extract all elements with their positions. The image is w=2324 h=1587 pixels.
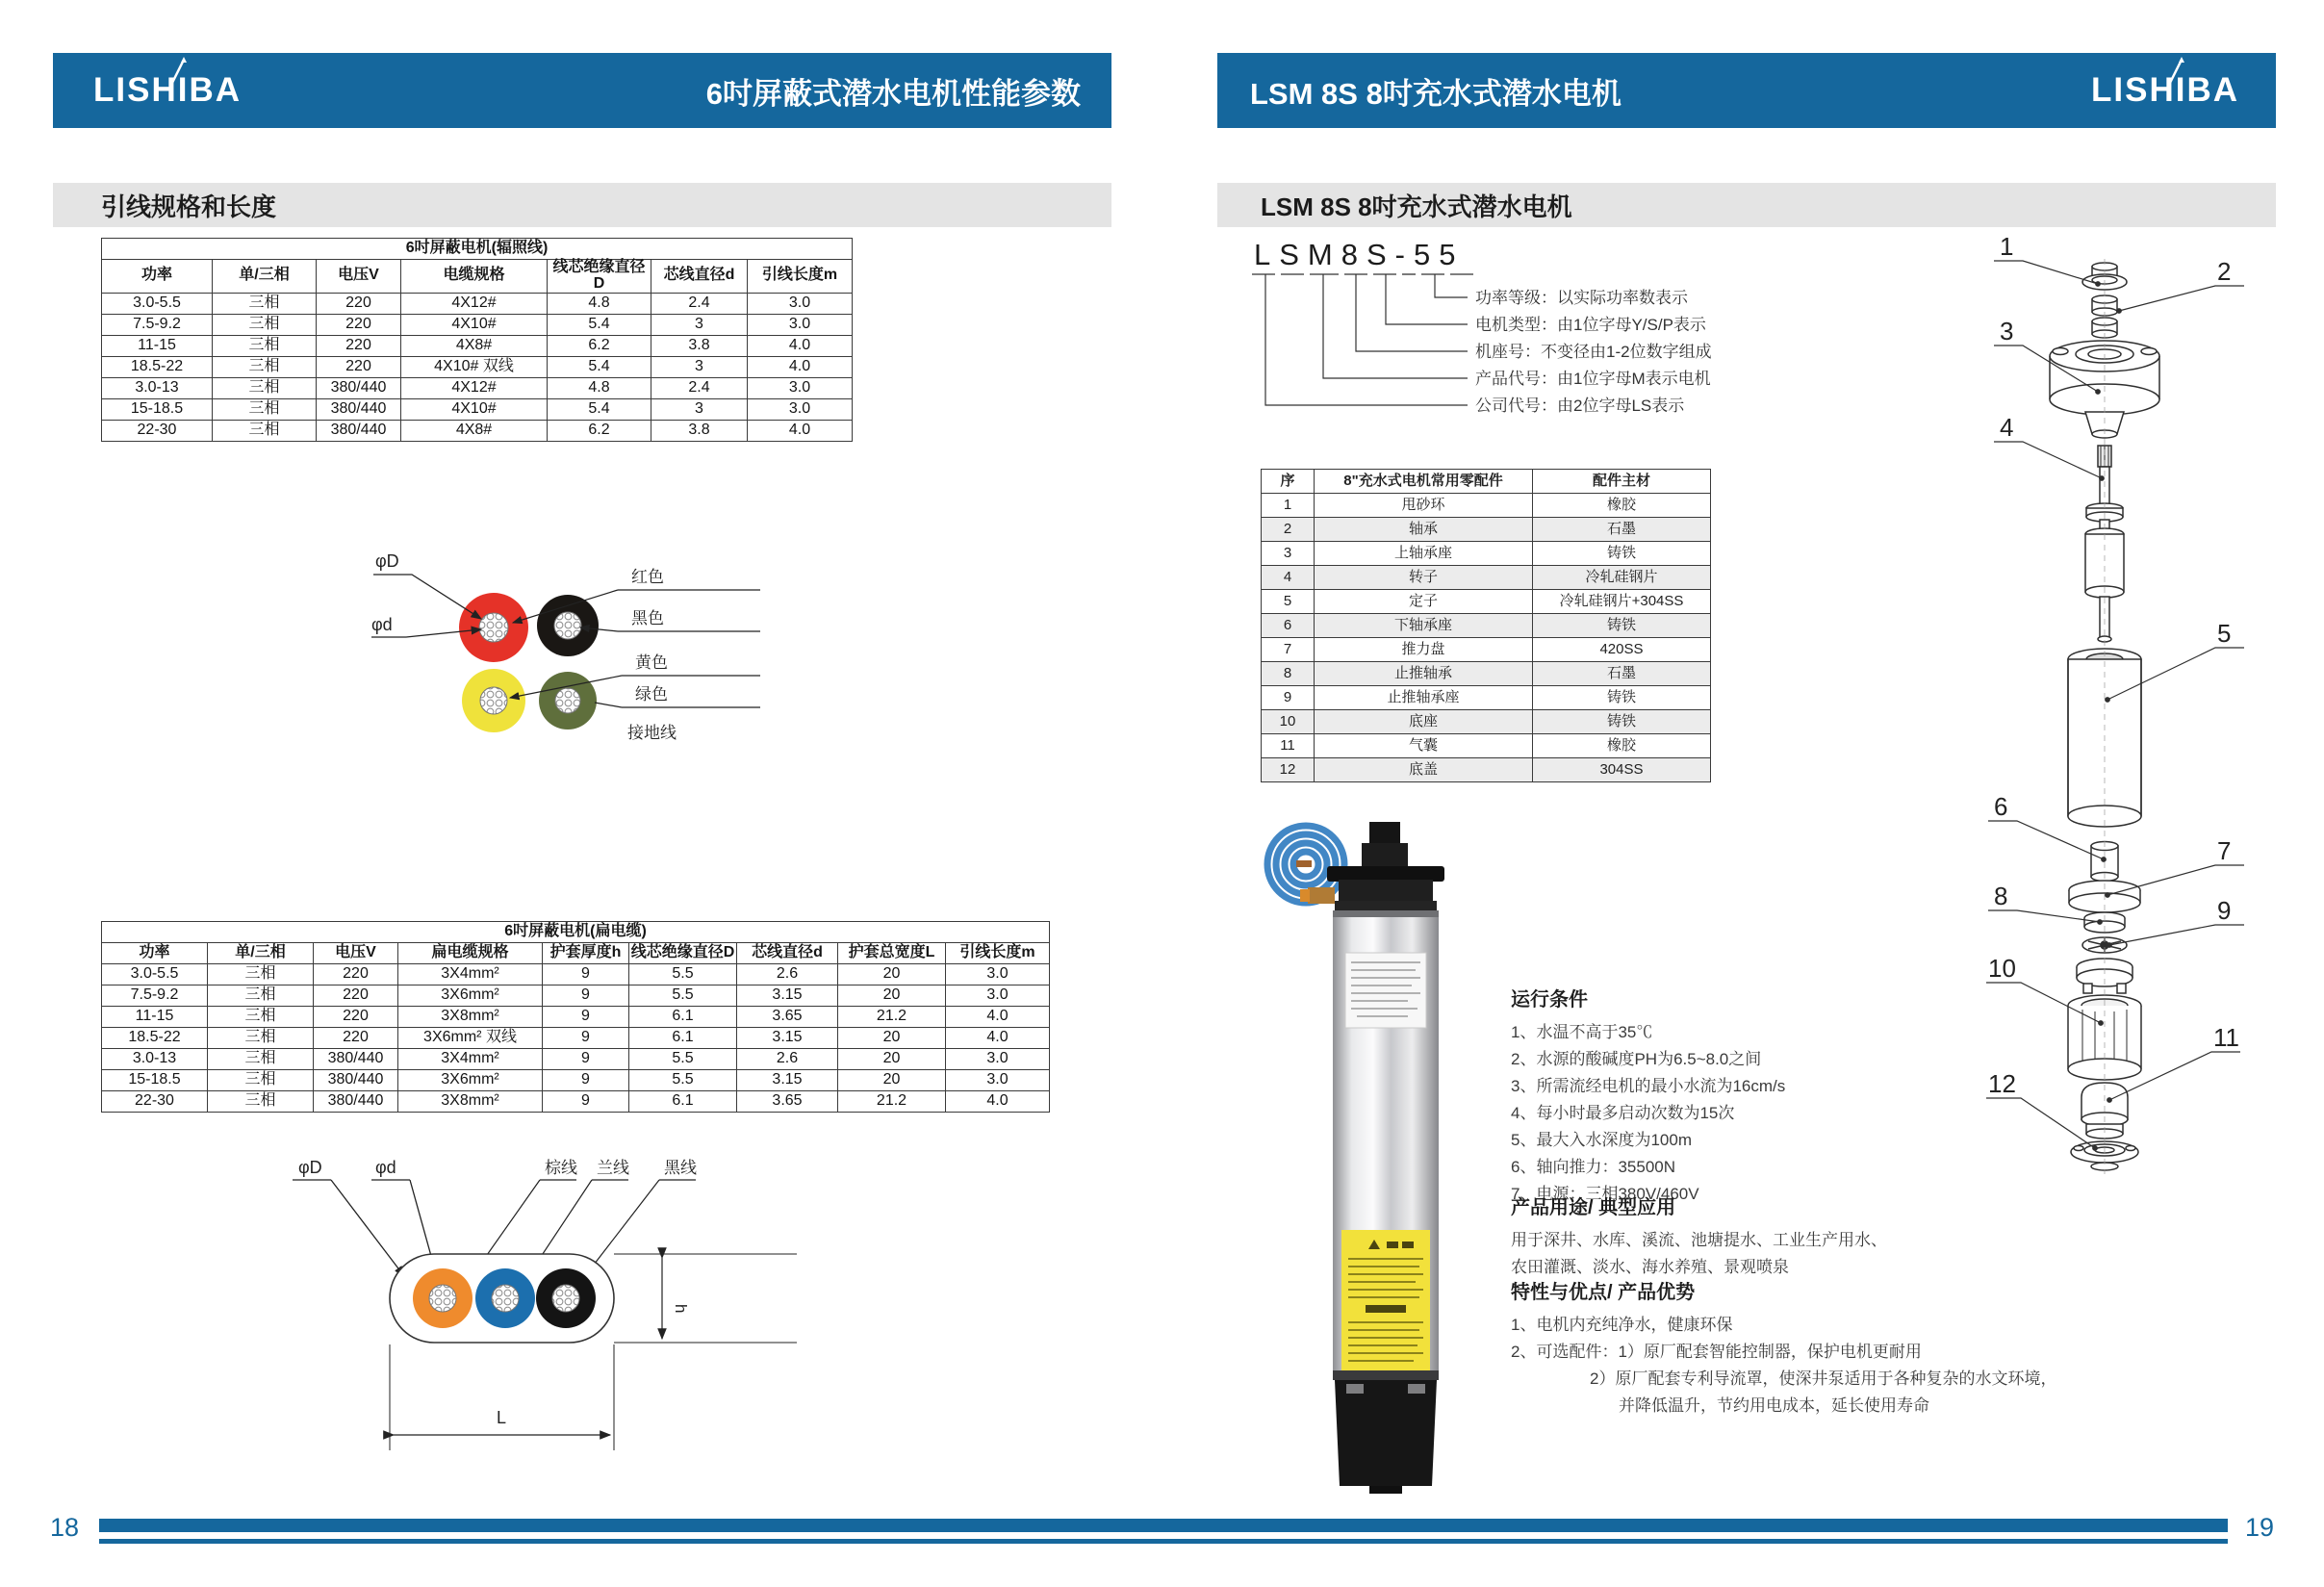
right-section-bar (1217, 183, 2276, 227)
table-cell: 380/440 (314, 1091, 398, 1113)
table-cell: 220 (314, 985, 398, 1007)
table-cell: 18.5-22 (102, 356, 213, 377)
flat-cable-table (101, 921, 1050, 1113)
table-cell: 3X6mm² (398, 985, 543, 1007)
table-cell: 3.0 (748, 398, 853, 420)
right-page-number: 19 (2245, 1513, 2275, 1542)
table-cell: 21.2 (838, 1091, 946, 1113)
table-cell: 380/440 (317, 420, 401, 441)
brand-logo (2091, 71, 2239, 110)
table-row (1262, 590, 1711, 614)
black-wire-label: 黑色 (631, 609, 664, 627)
table-cell: 7.5-9.2 (102, 985, 208, 1007)
table-row (1262, 662, 1711, 686)
ground-wire-label: 接地线 (627, 724, 677, 742)
table-cell: 定子 (1315, 590, 1533, 614)
callout-number: 1 (2000, 232, 2014, 261)
table-cell: 3.0 (748, 377, 853, 398)
table-cell: 三相 (208, 1049, 314, 1070)
table-cell: 三相 (213, 420, 317, 441)
list-item: 2、水源的酸碱度PH为6.5~8.0之间 (1511, 1050, 1762, 1068)
parts-table (1261, 469, 1711, 782)
table-cell: 4 (1262, 566, 1315, 590)
table-cell: 220 (317, 293, 401, 314)
yellow-wire-label: 黄色 (635, 653, 668, 672)
table-cell: 4.0 (946, 1091, 1050, 1113)
table-cell: 21.2 (838, 1007, 946, 1028)
table-title: 6吋屏蔽电机(辐照线) (102, 239, 853, 260)
callout-number: 5 (2217, 619, 2232, 648)
spec-label (1345, 953, 1426, 1028)
table-cell: 4X12# (401, 293, 548, 314)
list-item: 1、电机内充纯净水，健康环保 (1511, 1316, 1733, 1334)
callout-number: 6 (1994, 792, 2008, 821)
table-cell: 2.6 (737, 964, 838, 985)
table-cell: 3.0-13 (102, 377, 213, 398)
table-cell: 下轴承座 (1315, 614, 1533, 638)
table-cell: 推力盘 (1315, 638, 1533, 662)
green-wire (539, 672, 597, 730)
left-page-number: 18 (50, 1513, 80, 1542)
table-cell: 冷轧硅钢片+304SS (1533, 590, 1711, 614)
right-page-header (1217, 53, 2276, 128)
table-cell: 3X8mm² (398, 1091, 543, 1113)
radial-cable-table (101, 238, 853, 442)
table-cell: 4.0 (748, 335, 853, 356)
left-page-header (53, 53, 1111, 128)
table-row (102, 1028, 1050, 1049)
column-header: 线芯绝缘直径D (629, 943, 737, 964)
table-cell: 220 (317, 314, 401, 335)
table-cell: 2.6 (737, 1049, 838, 1070)
table-cell: 3X6mm² (398, 1070, 543, 1091)
table-cell: 220 (314, 1007, 398, 1028)
model-code-diagram (1246, 236, 1872, 428)
table-cell: 4.8 (548, 293, 651, 314)
table-cell: 9 (543, 1028, 629, 1049)
table-cell: 9 (543, 1007, 629, 1028)
table-cell: 22-30 (102, 420, 213, 441)
table-cell: 三相 (213, 293, 317, 314)
block-title: 运行条件 (1511, 989, 1588, 1011)
column-header: 单/三相 (213, 260, 317, 294)
block-title: 产品用途/ 典型应用 (1511, 1197, 1676, 1218)
table-row (102, 314, 853, 335)
table-cell: 6 (1262, 614, 1315, 638)
table-cell: 3.0-5.5 (102, 293, 213, 314)
table-title-row (102, 239, 853, 260)
blue-wire-label: 兰线 (597, 1159, 629, 1177)
table-cell: 20 (838, 1070, 946, 1091)
table-cell: 2.4 (651, 377, 748, 398)
table-cell: 铸铁 (1533, 542, 1711, 566)
table-cell: 380/440 (317, 377, 401, 398)
column-header: 序 (1262, 470, 1315, 494)
table-row (102, 335, 853, 356)
callout-number: 10 (1988, 954, 2016, 983)
table-cell: 三相 (208, 1028, 314, 1049)
table-row (1262, 638, 1711, 662)
table-cell: 15-18.5 (102, 398, 213, 420)
table-cell: 3X8mm² (398, 1007, 543, 1028)
brown-wire-label: 棕线 (545, 1159, 577, 1177)
callout-number: 11 (2213, 1023, 2239, 1052)
table-cell: 4X10# 双线 (401, 356, 548, 377)
dim-h-label: h (672, 1304, 690, 1314)
list-item: 7、电源：三相380V/460V (1511, 1185, 1699, 1203)
table-header-row (102, 943, 1050, 964)
table-title: 6吋屏蔽电机(扁电缆) (102, 922, 1050, 943)
table-cell: 三相 (213, 377, 317, 398)
table-cell: 冷轧硅钢片 (1533, 566, 1711, 590)
left-header-title: 6吋屏蔽式潜水电机性能参数 (705, 76, 1081, 111)
callout-number: 3 (2000, 317, 2014, 346)
footer-bar-thick (99, 1519, 2228, 1532)
brand-logo-text: LISHIBA (93, 71, 242, 109)
table-cell: 3.15 (737, 1070, 838, 1091)
table-cell: 7 (1262, 638, 1315, 662)
table-cell: 3.8 (651, 420, 748, 441)
table-title-row (102, 922, 1050, 943)
table-cell: 底盖 (1315, 758, 1533, 782)
column-header: 单/三相 (208, 943, 314, 964)
table-cell: 18.5-22 (102, 1028, 208, 1049)
table-cell: 20 (838, 1049, 946, 1070)
table-row (1262, 494, 1711, 518)
list-item: 用于深井、水库、溪流、池塘提水、工业生产用水、 (1511, 1231, 1887, 1249)
code-explanation: 功率等级：以实际功率数表示 (1475, 289, 1688, 307)
table-cell: 3X4mm² (398, 1049, 543, 1070)
callout-number: 9 (2217, 896, 2232, 925)
table-cell: 3X4mm² (398, 964, 543, 985)
code-explanation: 公司代号：由2位字母LS表示 (1475, 397, 1685, 415)
list-item: 5、最大入水深度为100m (1511, 1131, 1692, 1149)
rocket-icon (2162, 56, 2191, 89)
dim-L-label: L (497, 1408, 507, 1427)
list-item: 2）原厂配套专利导流罩，使深井泵适用于各种复杂的水文环境， (1590, 1369, 2057, 1388)
table-cell: 4.8 (548, 377, 651, 398)
table-cell: 4X12# (401, 377, 548, 398)
table-cell: 380/440 (314, 1049, 398, 1070)
table-cell: 9 (543, 1070, 629, 1091)
table-cell: 3.0 (946, 985, 1050, 1007)
phi-d-label: φd (371, 615, 393, 634)
table-row (102, 398, 853, 420)
table-cell: 6.2 (548, 335, 651, 356)
table-row (1262, 686, 1711, 710)
table-cell: 三相 (208, 985, 314, 1007)
table-cell: 3 (651, 314, 748, 335)
table-cell: 甩砂环 (1315, 494, 1533, 518)
table-cell: 3.0 (946, 1049, 1050, 1070)
table-cell: 6.2 (548, 420, 651, 441)
column-header: 芯线直径d (651, 260, 748, 294)
table-cell: 5.5 (629, 1049, 737, 1070)
table-cell: 10 (1262, 710, 1315, 734)
table-cell: 3.15 (737, 985, 838, 1007)
yellow-wire (462, 669, 525, 732)
left-section-bar (53, 183, 1111, 227)
table-cell: 15-18.5 (102, 1070, 208, 1091)
table-cell: 380/440 (317, 398, 401, 420)
red-wire (459, 593, 528, 662)
column-header: 电缆规格 (401, 260, 548, 294)
table-cell: 气囊 (1315, 734, 1533, 758)
table-cell: 4.0 (748, 420, 853, 441)
column-header: 扁电缆规格 (398, 943, 543, 964)
list-item: 6、轴向推力：35500N (1511, 1158, 1676, 1176)
table-row (1262, 566, 1711, 590)
callout-number: 8 (1994, 882, 2008, 910)
table-cell: 220 (317, 335, 401, 356)
table-cell: 转子 (1315, 566, 1533, 590)
table-cell: 3X6mm² 双线 (398, 1028, 543, 1049)
table-cell: 5.5 (629, 1070, 737, 1091)
left-section-title: 引线规格和长度 (101, 192, 277, 221)
table-cell: 5.4 (548, 356, 651, 377)
phi-D-label: φD (298, 1158, 322, 1177)
black-core (536, 1268, 596, 1328)
table-cell: 橡胶 (1533, 494, 1711, 518)
table-cell: 5.5 (629, 985, 737, 1007)
table-row (1262, 518, 1711, 542)
table-cell: 3.0 (946, 1070, 1050, 1091)
table-cell: 5 (1262, 590, 1315, 614)
table-row (102, 1070, 1050, 1091)
table-cell: 11 (1262, 734, 1315, 758)
table-row (102, 293, 853, 314)
table-row (1262, 614, 1711, 638)
table-cell: 22-30 (102, 1091, 208, 1113)
table-row (102, 1091, 1050, 1113)
table-row (1262, 758, 1711, 782)
flat-cable-diagram (269, 1150, 808, 1458)
right-header-title: LSM 8S 8吋充水式潜水电机 (1250, 76, 1622, 111)
table-cell: 420SS (1533, 638, 1711, 662)
black-wire-label: 黑线 (664, 1159, 697, 1177)
column-header: 护套厚度h (543, 943, 629, 964)
table-cell: 11-15 (102, 335, 213, 356)
table-cell: 4.0 (946, 1007, 1050, 1028)
callout-number: 2 (2217, 257, 2232, 286)
table-cell: 止推轴承座 (1315, 686, 1533, 710)
table-row (102, 985, 1050, 1007)
exploded-view-diagram (1944, 226, 2319, 1203)
table-cell: 3.65 (737, 1007, 838, 1028)
column-header: 引线长度m (946, 943, 1050, 964)
brown-core (413, 1268, 472, 1328)
table-cell: 6.1 (629, 1091, 737, 1113)
black-wire (537, 595, 599, 656)
table-row (102, 964, 1050, 985)
table-cell: 20 (838, 964, 946, 985)
table-cell: 三相 (213, 356, 317, 377)
table-cell: 3.0-13 (102, 1049, 208, 1070)
table-cell: 4.0 (946, 1028, 1050, 1049)
column-header: 芯线直径d (737, 943, 838, 964)
column-header: 线芯绝缘直径D (548, 260, 651, 294)
applications-block (1511, 1191, 2107, 1281)
table-cell: 7.5-9.2 (102, 314, 213, 335)
table-cell: 380/440 (314, 1070, 398, 1091)
table-cell: 4X8# (401, 335, 548, 356)
table-row (102, 377, 853, 398)
list-item: 3、所需流经电机的最小水流为16cm/s (1511, 1077, 1786, 1095)
block-title: 特性与优点/ 产品优势 (1511, 1282, 1696, 1303)
model-code-text: LSM8S-55 (1254, 238, 1465, 271)
green-wire-label: 绿色 (635, 685, 668, 704)
table-cell: 220 (314, 1028, 398, 1049)
table-cell: 铸铁 (1533, 710, 1711, 734)
table-cell: 3.0-5.5 (102, 964, 208, 985)
table-cell: 3 (651, 356, 748, 377)
table-cell: 6.1 (629, 1028, 737, 1049)
table-cell: 3.0 (946, 964, 1050, 985)
rocket-icon (165, 56, 193, 89)
table-row (1262, 734, 1711, 758)
table-cell: 三相 (208, 1070, 314, 1091)
table-cell: 5.5 (629, 964, 737, 985)
list-item: 1、水温不高于35℃ (1511, 1023, 1653, 1041)
brand-logo (93, 71, 242, 110)
table-cell: 三相 (213, 314, 317, 335)
table-cell: 304SS (1533, 758, 1711, 782)
block-lines (1511, 1227, 2107, 1281)
table-cell: 9 (543, 985, 629, 1007)
table-cell: 3.0 (748, 293, 853, 314)
table-cell: 铸铁 (1533, 686, 1711, 710)
table-header-row (1262, 470, 1711, 494)
column-header: 功率 (102, 260, 213, 294)
code-explanation: 机座号：不变径由1-2位数字组成 (1475, 343, 1712, 361)
right-section-title: LSM 8S 8吋充水式潜水电机 (1261, 192, 1572, 221)
round-cable-diagram (356, 534, 760, 775)
warning-label (1341, 1230, 1430, 1376)
product-photo (1246, 818, 1525, 1501)
column-header: 8"充水式电机常用零配件 (1315, 470, 1533, 494)
column-header: 护套总宽度L (838, 943, 946, 964)
motor-body (1300, 822, 1444, 1494)
table-row (102, 1007, 1050, 1028)
table-cell: 3.15 (737, 1028, 838, 1049)
table-cell: 3.65 (737, 1091, 838, 1113)
code-explanation: 电机类型：由1位字母Y/S/P表示 (1475, 316, 1706, 334)
table-cell: 2.4 (651, 293, 748, 314)
features-block (1511, 1276, 2107, 1420)
list-item: 并降低温升，节约用电成本，延长使用寿命 (1619, 1396, 1929, 1415)
table-cell: 9 (543, 964, 629, 985)
table-cell: 底座 (1315, 710, 1533, 734)
column-header: 电压V (314, 943, 398, 964)
table-cell: 铸铁 (1533, 614, 1711, 638)
table-cell: 石墨 (1533, 662, 1711, 686)
table-cell: 9 (1262, 686, 1315, 710)
block-lines (1511, 1312, 2107, 1420)
table-cell: 20 (838, 1028, 946, 1049)
table-cell: 轴承 (1315, 518, 1533, 542)
table-cell: 3.8 (651, 335, 748, 356)
list-item: 4、每小时最多启动次数为15次 (1511, 1104, 1735, 1122)
table-cell: 2 (1262, 518, 1315, 542)
table-cell: 5.4 (548, 314, 651, 335)
list-item: 农田灌溉、淡水、海水养殖、景观喷泉 (1511, 1258, 1789, 1276)
blue-core (475, 1268, 535, 1328)
table-cell: 4X8# (401, 420, 548, 441)
callout-number: 4 (2000, 413, 2014, 442)
phi-D-label: φD (375, 551, 399, 571)
table-cell: 三相 (208, 1091, 314, 1113)
table-row (102, 420, 853, 441)
table-cell: 三相 (213, 335, 317, 356)
table-row (102, 356, 853, 377)
table-cell: 8 (1262, 662, 1315, 686)
table-row (102, 1049, 1050, 1070)
table-cell: 上轴承座 (1315, 542, 1533, 566)
table-cell: 5.4 (548, 398, 651, 420)
table-cell: 橡胶 (1533, 734, 1711, 758)
callout-number: 12 (1988, 1069, 2016, 1098)
brand-logo-text: LISHIBA (2091, 71, 2239, 109)
cable-end (1296, 860, 1312, 867)
red-wire-label: 红色 (631, 568, 664, 586)
table-cell: 12 (1262, 758, 1315, 782)
footer-bar-thin (99, 1539, 2228, 1544)
table-cell: 4X10# (401, 314, 548, 335)
table-cell: 3.0 (748, 314, 853, 335)
table-cell: 1 (1262, 494, 1315, 518)
table-cell: 止推轴承 (1315, 662, 1533, 686)
table-cell: 4.0 (748, 356, 853, 377)
table-cell: 4X10# (401, 398, 548, 420)
table-row (1262, 542, 1711, 566)
table-cell: 6.1 (629, 1007, 737, 1028)
table-cell: 三相 (208, 964, 314, 985)
column-header: 电压V (317, 260, 401, 294)
table-cell: 11-15 (102, 1007, 208, 1028)
table-cell: 3 (651, 398, 748, 420)
table-cell: 220 (317, 356, 401, 377)
table-cell: 三相 (208, 1007, 314, 1028)
table-cell: 20 (838, 985, 946, 1007)
callout-number: 7 (2217, 836, 2232, 865)
table-cell: 9 (543, 1049, 629, 1070)
column-header: 配件主材 (1533, 470, 1711, 494)
table-cell: 三相 (213, 398, 317, 420)
table-cell: 220 (314, 964, 398, 985)
column-header: 功率 (102, 943, 208, 964)
list-item: 2、可选配件：1）原厂配套智能控制器，保护电机更耐用 (1511, 1343, 1922, 1361)
table-cell: 3 (1262, 542, 1315, 566)
table-cell: 石墨 (1533, 518, 1711, 542)
phi-d-label: φd (375, 1158, 396, 1177)
table-row (1262, 710, 1711, 734)
table-header-row (102, 260, 853, 294)
table-cell: 9 (543, 1091, 629, 1113)
column-header: 引线长度m (748, 260, 853, 294)
code-explanation: 产品代号：由1位字母M表示电机 (1475, 370, 1711, 388)
